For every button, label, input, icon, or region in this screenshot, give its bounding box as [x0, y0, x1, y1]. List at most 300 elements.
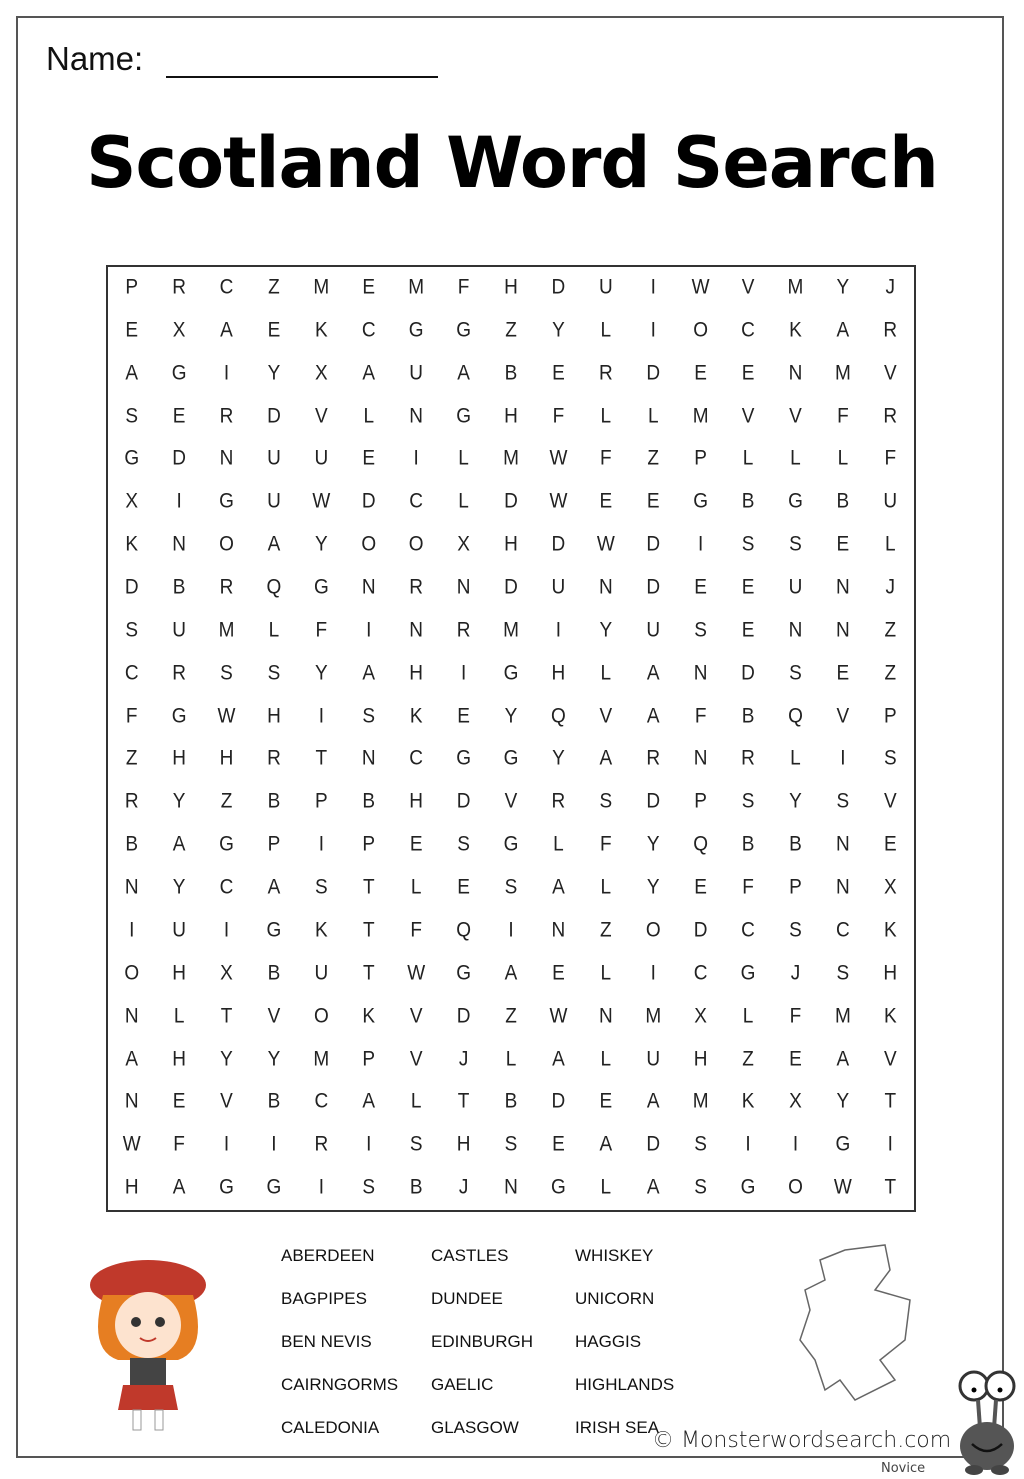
grid-cell[interactable]: R: [172, 662, 186, 686]
grid-cell[interactable]: J: [885, 276, 896, 300]
grid-cell[interactable]: L: [600, 319, 612, 343]
grid-cell[interactable]: N: [361, 576, 376, 600]
grid-cell[interactable]: C: [219, 276, 234, 300]
grid-cell[interactable]: Z: [220, 790, 233, 814]
grid-cell[interactable]: G: [740, 962, 756, 986]
grid-cell[interactable]: H: [883, 962, 898, 986]
grid-cell[interactable]: Y: [646, 876, 660, 900]
grid-cell[interactable]: G: [456, 404, 471, 429]
grid-cell[interactable]: T: [884, 1090, 897, 1114]
grid-cell[interactable]: X: [172, 319, 186, 343]
grid-cell[interactable]: W: [691, 276, 710, 300]
grid-cell[interactable]: S: [694, 1176, 707, 1200]
grid-cell[interactable]: L: [600, 962, 612, 986]
grid-cell[interactable]: R: [219, 404, 234, 429]
grid-cell[interactable]: A: [125, 362, 139, 386]
grid-cell[interactable]: Y: [267, 1047, 281, 1071]
grid-cell[interactable]: I: [698, 533, 704, 557]
grid-cell[interactable]: G: [266, 1176, 282, 1200]
grid-cell[interactable]: A: [362, 362, 376, 386]
grid-cell[interactable]: L: [647, 404, 659, 429]
grid-cell[interactable]: X: [220, 962, 233, 986]
grid-cell[interactable]: W: [217, 704, 236, 729]
grid-cell[interactable]: G: [124, 447, 140, 471]
grid-cell[interactable]: I: [366, 1133, 372, 1157]
grid-cell[interactable]: D: [124, 576, 139, 600]
grid-cell[interactable]: A: [599, 1133, 613, 1157]
grid-cell[interactable]: G: [219, 490, 234, 514]
grid-cell[interactable]: B: [741, 490, 755, 514]
grid-cell[interactable]: Z: [742, 1047, 754, 1071]
grid-cell[interactable]: B: [125, 833, 139, 857]
grid-cell[interactable]: R: [883, 404, 898, 429]
grid-cell[interactable]: L: [458, 490, 469, 514]
grid-cell[interactable]: V: [789, 404, 802, 429]
grid-cell[interactable]: Y: [646, 833, 660, 857]
grid-cell[interactable]: Y: [315, 533, 328, 557]
grid-cell[interactable]: N: [598, 576, 613, 600]
grid-cell[interactable]: M: [787, 276, 804, 300]
grid-cell[interactable]: E: [694, 576, 707, 600]
grid-cell[interactable]: X: [789, 1090, 802, 1114]
grid-cell[interactable]: N: [409, 619, 424, 643]
grid-cell[interactable]: L: [505, 1047, 517, 1071]
grid-cell[interactable]: E: [409, 833, 423, 857]
grid-cell[interactable]: R: [409, 576, 424, 600]
grid-cell[interactable]: Y: [552, 747, 565, 771]
grid-cell[interactable]: C: [124, 662, 139, 686]
grid-cell[interactable]: G: [503, 747, 519, 771]
grid-cell[interactable]: F: [125, 704, 138, 729]
grid-cell[interactable]: P: [315, 790, 328, 814]
grid-cell[interactable]: J: [885, 576, 896, 600]
grid-cell[interactable]: K: [409, 704, 423, 729]
grid-cell[interactable]: E: [883, 833, 897, 857]
grid-cell[interactable]: M: [218, 619, 235, 643]
grid-cell[interactable]: F: [410, 919, 422, 943]
grid-cell[interactable]: N: [788, 619, 803, 643]
grid-cell[interactable]: V: [599, 704, 613, 729]
grid-cell[interactable]: Y: [836, 276, 850, 300]
grid-cell[interactable]: H: [504, 404, 518, 429]
grid-cell[interactable]: W: [312, 490, 331, 514]
grid-cell[interactable]: N: [409, 404, 424, 429]
grid-cell[interactable]: R: [314, 1133, 329, 1157]
grid-cell[interactable]: S: [457, 833, 470, 857]
grid-cell[interactable]: D: [646, 790, 661, 814]
grid-cell[interactable]: L: [268, 619, 280, 643]
grid-cell[interactable]: S: [789, 662, 802, 686]
grid-cell[interactable]: E: [741, 619, 755, 643]
grid-cell[interactable]: G: [171, 362, 187, 386]
grid-cell[interactable]: B: [409, 1176, 423, 1200]
grid-cell[interactable]: N: [124, 876, 139, 900]
grid-cell[interactable]: K: [315, 319, 328, 343]
grid-cell[interactable]: I: [223, 919, 230, 943]
grid-cell[interactable]: W: [549, 1004, 568, 1029]
grid-cell[interactable]: T: [457, 1090, 470, 1114]
grid-cell[interactable]: U: [646, 1047, 661, 1071]
grid-cell[interactable]: V: [883, 790, 897, 814]
grid-cell[interactable]: X: [315, 362, 328, 386]
grid-cell[interactable]: S: [741, 790, 755, 814]
grid-cell[interactable]: Q: [551, 704, 566, 729]
grid-cell[interactable]: X: [694, 1004, 707, 1029]
grid-cell[interactable]: P: [267, 833, 281, 857]
grid-cell[interactable]: A: [646, 1090, 660, 1114]
grid-cell[interactable]: L: [742, 447, 754, 471]
grid-cell[interactable]: A: [220, 319, 233, 343]
grid-cell[interactable]: B: [267, 962, 281, 986]
grid-cell[interactable]: K: [315, 919, 328, 943]
grid-cell[interactable]: P: [362, 1047, 376, 1071]
grid-cell[interactable]: N: [836, 619, 850, 643]
grid-cell[interactable]: N: [124, 1004, 139, 1029]
grid-cell[interactable]: P: [694, 790, 707, 814]
grid-cell[interactable]: H: [504, 533, 518, 557]
grid-cell[interactable]: H: [124, 1176, 139, 1200]
grid-cell[interactable]: Y: [552, 319, 565, 343]
grid-cell[interactable]: G: [456, 747, 471, 771]
grid-cell[interactable]: G: [551, 1176, 566, 1200]
grid-cell[interactable]: S: [362, 1176, 376, 1200]
grid-cell[interactable]: R: [741, 747, 755, 771]
grid-cell[interactable]: V: [409, 1047, 423, 1071]
grid-cell[interactable]: O: [693, 319, 709, 343]
grid-cell[interactable]: J: [458, 1176, 469, 1200]
grid-cell[interactable]: B: [362, 790, 376, 814]
grid-cell[interactable]: Q: [693, 833, 709, 857]
grid-cell[interactable]: M: [692, 404, 709, 429]
grid-cell[interactable]: I: [650, 276, 656, 300]
grid-cell[interactable]: W: [549, 447, 568, 471]
grid-cell[interactable]: W: [122, 1133, 141, 1157]
grid-cell[interactable]: G: [171, 704, 187, 729]
grid-cell[interactable]: T: [362, 962, 375, 986]
grid-cell[interactable]: Z: [647, 447, 660, 471]
grid-cell[interactable]: D: [551, 276, 566, 300]
grid-cell[interactable]: B: [741, 704, 755, 729]
grid-cell[interactable]: P: [883, 704, 897, 729]
grid-cell[interactable]: E: [552, 362, 565, 386]
grid-cell[interactable]: W: [596, 533, 615, 557]
grid-cell[interactable]: F: [552, 404, 565, 429]
grid-cell[interactable]: J: [458, 1047, 469, 1071]
grid-cell[interactable]: F: [837, 404, 849, 429]
grid-cell[interactable]: A: [267, 876, 281, 900]
grid-cell[interactable]: D: [646, 576, 661, 600]
grid-cell[interactable]: Y: [315, 662, 328, 686]
grid-cell[interactable]: H: [551, 662, 566, 686]
grid-cell[interactable]: G: [835, 1133, 851, 1157]
grid-cell[interactable]: U: [598, 276, 613, 300]
grid-cell[interactable]: D: [504, 576, 518, 600]
grid-cell[interactable]: E: [741, 362, 755, 386]
grid-cell[interactable]: A: [362, 1090, 376, 1114]
grid-cell[interactable]: H: [504, 276, 518, 300]
grid-cell[interactable]: W: [407, 962, 426, 986]
grid-cell[interactable]: Q: [456, 919, 471, 943]
grid-cell[interactable]: L: [600, 1176, 612, 1200]
grid-cell[interactable]: B: [267, 790, 281, 814]
grid-cell[interactable]: C: [693, 962, 708, 986]
grid-cell[interactable]: V: [741, 276, 755, 300]
grid-cell[interactable]: L: [363, 404, 375, 429]
grid-cell[interactable]: I: [413, 447, 419, 471]
grid-cell[interactable]: S: [315, 876, 328, 900]
grid-cell[interactable]: K: [883, 919, 897, 943]
grid-cell[interactable]: I: [223, 362, 230, 386]
grid-cell[interactable]: F: [173, 1133, 185, 1157]
grid-cell[interactable]: M: [834, 1004, 851, 1029]
grid-cell[interactable]: V: [315, 404, 328, 429]
grid-cell[interactable]: V: [504, 790, 518, 814]
grid-cell[interactable]: R: [646, 747, 661, 771]
grid-cell[interactable]: S: [599, 790, 613, 814]
grid-cell[interactable]: Y: [220, 1047, 233, 1071]
grid-cell[interactable]: F: [884, 447, 897, 471]
grid-cell[interactable]: V: [883, 1047, 897, 1071]
grid-cell[interactable]: S: [267, 662, 281, 686]
grid-cell[interactable]: P: [125, 276, 139, 300]
grid-cell[interactable]: L: [600, 404, 612, 429]
grid-cell[interactable]: N: [456, 576, 471, 600]
grid-cell[interactable]: L: [600, 1047, 612, 1071]
grid-cell[interactable]: O: [408, 533, 424, 557]
grid-cell[interactable]: N: [788, 362, 803, 386]
grid-cell[interactable]: N: [836, 876, 850, 900]
grid-cell[interactable]: Z: [884, 662, 897, 686]
grid-cell[interactable]: A: [836, 319, 850, 343]
grid-cell[interactable]: A: [552, 1047, 565, 1071]
grid-cell[interactable]: H: [172, 962, 186, 986]
grid-cell[interactable]: D: [646, 533, 661, 557]
grid-cell[interactable]: N: [693, 747, 708, 771]
grid-cell[interactable]: X: [125, 490, 139, 514]
grid-cell[interactable]: V: [883, 362, 897, 386]
grid-cell[interactable]: U: [409, 362, 424, 386]
grid-cell[interactable]: F: [789, 1004, 802, 1029]
grid-cell[interactable]: R: [124, 790, 139, 814]
grid-cell[interactable]: R: [219, 576, 234, 600]
grid-cell[interactable]: P: [789, 876, 802, 900]
grid-cell[interactable]: C: [741, 919, 755, 943]
grid-cell[interactable]: G: [219, 833, 234, 857]
grid-cell[interactable]: E: [599, 490, 613, 514]
grid-cell[interactable]: U: [267, 447, 281, 471]
grid-cell[interactable]: N: [124, 1090, 139, 1114]
grid-cell[interactable]: E: [646, 490, 660, 514]
grid-cell[interactable]: D: [741, 662, 755, 686]
grid-cell[interactable]: U: [314, 962, 329, 986]
grid-cell[interactable]: W: [833, 1176, 852, 1200]
grid-cell[interactable]: M: [313, 276, 330, 300]
grid-cell[interactable]: U: [788, 576, 803, 600]
grid-cell[interactable]: Q: [788, 704, 803, 729]
grid-cell[interactable]: L: [458, 447, 469, 471]
grid-cell[interactable]: G: [456, 962, 471, 986]
grid-cell[interactable]: D: [551, 1090, 566, 1114]
grid-cell[interactable]: L: [173, 1004, 185, 1029]
grid-cell[interactable]: Y: [172, 876, 186, 900]
grid-cell[interactable]: E: [694, 876, 707, 900]
grid-cell[interactable]: R: [551, 790, 566, 814]
grid-cell[interactable]: M: [645, 1004, 662, 1029]
grid-cell[interactable]: J: [790, 962, 801, 986]
grid-cell[interactable]: I: [318, 1176, 324, 1200]
grid-cell[interactable]: F: [600, 447, 612, 471]
grid-cell[interactable]: V: [741, 404, 755, 429]
grid-cell[interactable]: U: [551, 576, 566, 600]
grid-cell[interactable]: S: [694, 1133, 707, 1157]
grid-cell[interactable]: H: [172, 747, 186, 771]
grid-cell[interactable]: E: [125, 319, 139, 343]
grid-cell[interactable]: S: [504, 1133, 518, 1157]
grid-cell[interactable]: D: [551, 533, 566, 557]
grid-cell[interactable]: U: [267, 490, 281, 514]
grid-cell[interactable]: R: [267, 747, 281, 771]
grid-cell[interactable]: S: [694, 619, 707, 643]
grid-cell[interactable]: I: [366, 619, 372, 643]
grid-cell[interactable]: M: [692, 1090, 709, 1114]
grid-cell[interactable]: I: [745, 1133, 751, 1157]
grid-cell[interactable]: O: [788, 1176, 803, 1200]
grid-cell[interactable]: X: [457, 533, 470, 557]
grid-cell[interactable]: E: [694, 362, 707, 386]
grid-cell[interactable]: G: [313, 576, 329, 600]
grid-cell[interactable]: S: [362, 704, 376, 729]
name-input-line[interactable]: [166, 76, 438, 78]
grid-cell[interactable]: R: [598, 362, 613, 386]
grid-cell[interactable]: G: [740, 1176, 756, 1200]
grid-cell[interactable]: A: [504, 962, 518, 986]
grid-cell[interactable]: P: [362, 833, 376, 857]
grid-cell[interactable]: B: [789, 833, 802, 857]
grid-cell[interactable]: B: [172, 576, 186, 600]
grid-cell[interactable]: M: [313, 1047, 330, 1071]
grid-cell[interactable]: L: [885, 533, 896, 557]
grid-cell[interactable]: F: [315, 619, 328, 643]
grid-cell[interactable]: Y: [504, 704, 518, 729]
grid-cell[interactable]: G: [408, 319, 424, 343]
grid-cell[interactable]: Y: [599, 619, 613, 643]
grid-cell[interactable]: I: [792, 1133, 799, 1157]
grid-cell[interactable]: Z: [505, 319, 517, 343]
grid-cell[interactable]: E: [362, 276, 376, 300]
grid-cell[interactable]: M: [408, 276, 425, 300]
grid-cell[interactable]: G: [503, 833, 519, 857]
grid-cell[interactable]: N: [836, 833, 850, 857]
grid-cell[interactable]: Y: [172, 790, 186, 814]
grid-cell[interactable]: C: [409, 490, 424, 514]
grid-cell[interactable]: A: [362, 662, 376, 686]
grid-cell[interactable]: Y: [836, 1090, 850, 1114]
grid-cell[interactable]: H: [267, 704, 281, 729]
grid-cell[interactable]: R: [883, 319, 898, 343]
grid-cell[interactable]: C: [219, 876, 234, 900]
grid-cell[interactable]: F: [742, 876, 754, 900]
grid-cell[interactable]: H: [219, 747, 234, 771]
grid-cell[interactable]: U: [172, 919, 186, 943]
grid-cell[interactable]: U: [314, 447, 329, 471]
grid-cell[interactable]: D: [693, 919, 708, 943]
grid-cell[interactable]: A: [646, 704, 660, 729]
grid-cell[interactable]: V: [836, 704, 850, 729]
grid-cell[interactable]: C: [741, 319, 755, 343]
grid-cell[interactable]: S: [409, 1133, 423, 1157]
grid-cell[interactable]: I: [129, 919, 135, 943]
grid-cell[interactable]: W: [549, 490, 568, 514]
grid-cell[interactable]: D: [456, 790, 471, 814]
grid-cell[interactable]: E: [741, 576, 755, 600]
grid-cell[interactable]: I: [887, 1133, 893, 1157]
grid-cell[interactable]: A: [172, 833, 186, 857]
grid-cell[interactable]: V: [267, 1004, 281, 1029]
grid-cell[interactable]: E: [172, 404, 186, 429]
grid-cell[interactable]: B: [504, 362, 518, 386]
grid-cell[interactable]: Q: [266, 576, 282, 600]
grid-cell[interactable]: K: [883, 1004, 897, 1029]
grid-cell[interactable]: C: [836, 919, 850, 943]
grid-cell[interactable]: N: [361, 747, 376, 771]
grid-cell[interactable]: A: [267, 533, 281, 557]
grid-cell[interactable]: H: [409, 662, 424, 686]
grid-cell[interactable]: E: [362, 447, 376, 471]
grid-cell[interactable]: E: [267, 319, 281, 343]
grid-cell[interactable]: U: [172, 619, 186, 643]
grid-cell[interactable]: M: [834, 362, 851, 386]
grid-cell[interactable]: D: [456, 1004, 471, 1029]
grid-cell[interactable]: P: [694, 447, 707, 471]
grid-cell[interactable]: B: [836, 490, 850, 514]
grid-cell[interactable]: F: [694, 704, 707, 729]
grid-cell[interactable]: I: [650, 962, 656, 986]
grid-cell[interactable]: N: [693, 662, 708, 686]
grid-cell[interactable]: H: [172, 1047, 186, 1071]
grid-cell[interactable]: K: [741, 1090, 755, 1114]
grid-cell[interactable]: S: [504, 876, 518, 900]
grid-cell[interactable]: N: [598, 1004, 613, 1029]
grid-cell[interactable]: T: [884, 1176, 897, 1200]
grid-cell[interactable]: K: [125, 533, 139, 557]
grid-cell[interactable]: Z: [600, 919, 612, 943]
grid-cell[interactable]: B: [267, 1090, 281, 1114]
grid-cell[interactable]: H: [409, 790, 424, 814]
grid-cell[interactable]: A: [552, 876, 565, 900]
grid-cell[interactable]: H: [456, 1133, 471, 1157]
grid-cell[interactable]: I: [460, 662, 467, 686]
grid-cell[interactable]: E: [172, 1090, 186, 1114]
grid-cell[interactable]: A: [457, 362, 470, 386]
grid-cell[interactable]: S: [741, 533, 755, 557]
grid-cell[interactable]: V: [409, 1004, 423, 1029]
grid-cell[interactable]: L: [410, 876, 422, 900]
grid-cell[interactable]: E: [836, 662, 850, 686]
grid-cell[interactable]: S: [836, 790, 850, 814]
grid-cell[interactable]: E: [789, 1047, 802, 1071]
grid-cell[interactable]: R: [172, 276, 186, 300]
grid-cell[interactable]: Z: [268, 276, 280, 300]
grid-cell[interactable]: L: [600, 876, 612, 900]
grid-cell[interactable]: A: [836, 1047, 850, 1071]
grid-cell[interactable]: S: [789, 919, 802, 943]
grid-cell[interactable]: O: [313, 1004, 329, 1029]
grid-cell[interactable]: N: [504, 1176, 518, 1200]
grid-cell[interactable]: C: [314, 1090, 329, 1114]
grid-cell[interactable]: A: [172, 1176, 186, 1200]
grid-cell[interactable]: L: [410, 1090, 422, 1114]
grid-cell[interactable]: S: [883, 747, 897, 771]
